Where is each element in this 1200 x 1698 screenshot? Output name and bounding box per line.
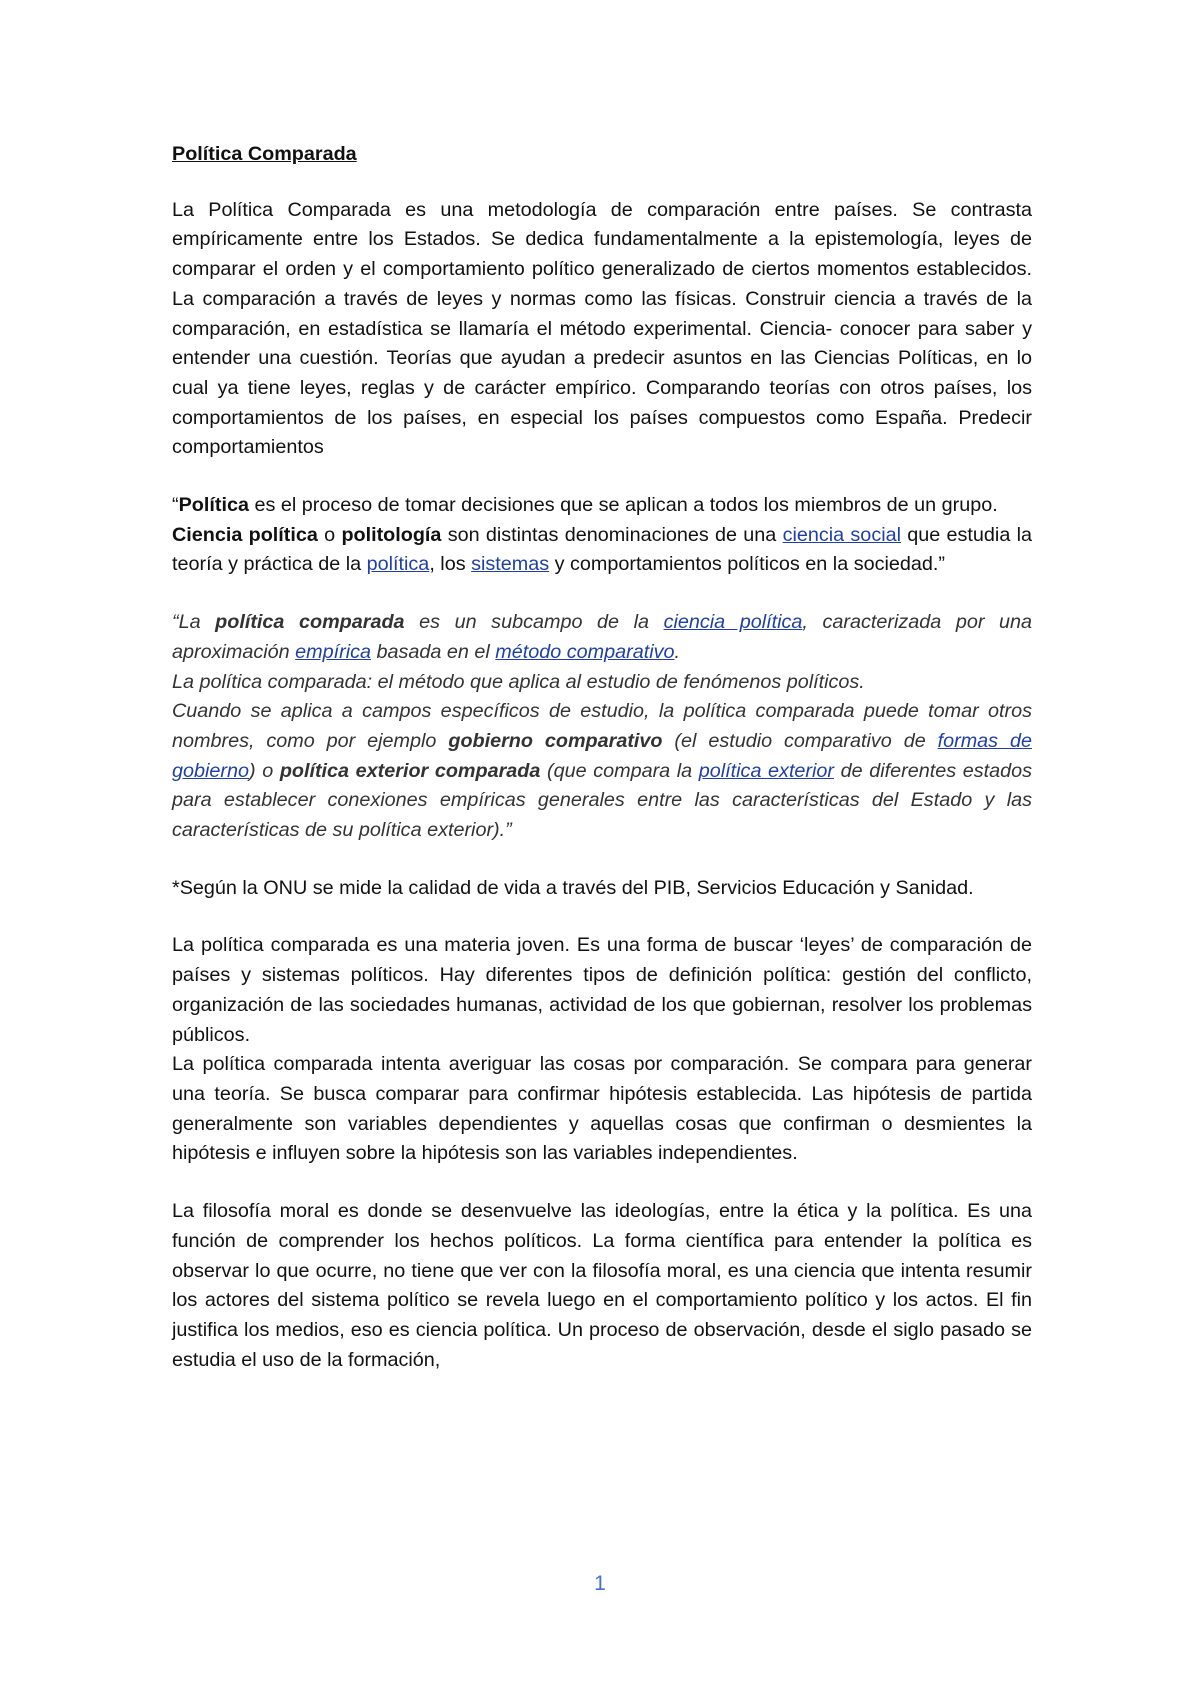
- term-politologia: politología: [341, 523, 442, 546]
- paragraph-filosofia-moral: La filosofía moral es donde se desenvuelve las ideologías, entre la ética y la política. Es una función de comprender los hechos políticos. La forma científica para entender la política es observar lo que ocurre, no tiene que ver con la filosofía moral, es una ciencia que intenta resumir los actores del sistema político se revela luego en el comportamiento político y los actos. El fin justifica los medios, eso es ciencia política. Un proceso de observación, desde el siglo pasado se estudia el uso de la formación,: [172, 1200, 1032, 1371]
- paragraph-comparacion: La política comparada intenta averiguar las cosas por comparación. Se compara para generar una teoría. Se busca comparar para confirmar hipótesis establecida. Las hipótesis de partida generalmente son variables dependientes y aquellas cosas que confirman o desmientes la hipótesis e influyen sobre la hipótesis son las variables independientes.: [172, 1053, 1032, 1165]
- definition-politica: “Política es el proceso de tomar decisiones que se aplican a todos los miembros de un grupo.: [172, 494, 998, 517]
- quote-line-2: La política comparada: el método que aplica al estudio de fenómenos políticos.: [172, 670, 865, 693]
- document-page: [172, 140, 1032, 1375]
- link-empirica[interactable]: empírica: [295, 640, 371, 663]
- link-metodo-comparativo[interactable]: método comparativo: [495, 640, 675, 663]
- italic-quote: [172, 608, 1032, 846]
- term-politica: Política: [178, 494, 249, 517]
- term-ciencia-politica: Ciencia política: [172, 523, 318, 546]
- quote-line-1: “La política comparada es un subcampo de la ciencia política, caracterizada por una aproximación empírica basada en el método comparativo.: [172, 611, 1032, 663]
- paragraph-materia-joven: La política comparada es una materia joven. Es una forma de buscar ‘leyes’ de comparación de países y sistemas políticos. Hay diferentes tipos de definición política: gestión del conflicto, organización de las sociedades humanas, actividad de los que gobiernan, resolver los problemas públicos.: [172, 934, 1032, 1046]
- definition-ciencia-politica: Ciencia política o politología son distintas denominaciones de una ciencia social que estudia la teoría y práctica de la política, los sistemas y comportamientos políticos en la sociedad.”: [172, 523, 1032, 576]
- link-ciencia-politica[interactable]: ciencia política: [663, 611, 803, 634]
- link-politica[interactable]: política: [366, 553, 430, 576]
- page-title: Política Comparada: [172, 143, 357, 165]
- link-politica-exterior[interactable]: política exterior: [698, 759, 835, 782]
- link-sistemas[interactable]: sistemas: [471, 553, 550, 576]
- onu-note: *Según la ONU se mide la calidad de vida a través del PIB, Servicios Educación y Sanidad.: [172, 876, 974, 899]
- link-formas-de-gobierno[interactable]: formas de gobierno: [172, 729, 1032, 782]
- page-number: 1: [594, 1572, 606, 1595]
- link-ciencia-social[interactable]: ciencia social: [782, 523, 901, 546]
- quote-line-3: Cuando se aplica a campos específicos de estudio, la política comparada puede tomar otros nombres, como por ejemplo gobierno comparativo (el estudio comparativo de formas de gobierno) o política exterior comparada (que compara la política exterior de diferentes estados para establecer conexiones empíricas generales entre las características del Estado y las características de su política exterior).”: [172, 700, 1032, 842]
- intro-paragraph: La Política Comparada es una metodología de comparación entre países. Se contrasta empíricamente entre los Estados. Se dedica fundamentalmente a la epistemología, leyes de comparar el orden y el comportamiento político generalizado de ciertos momentos establecidos. La comparación a través de leyes y normas como las físicas. Construir ciencia a través de la comparación, en estadística se llamaría el método experimental. Ciencia- conocer para saber y entender una cuestión. Teorías que ayudan a predecir asuntos en las Ciencias Políticas, en lo cual ya tiene leyes, reglas y de carácter empírico. Comparando teorías con otros países, los comportamientos de los países, en especial los países compuestos como España. Predecir comportamientos: [172, 198, 1032, 459]
